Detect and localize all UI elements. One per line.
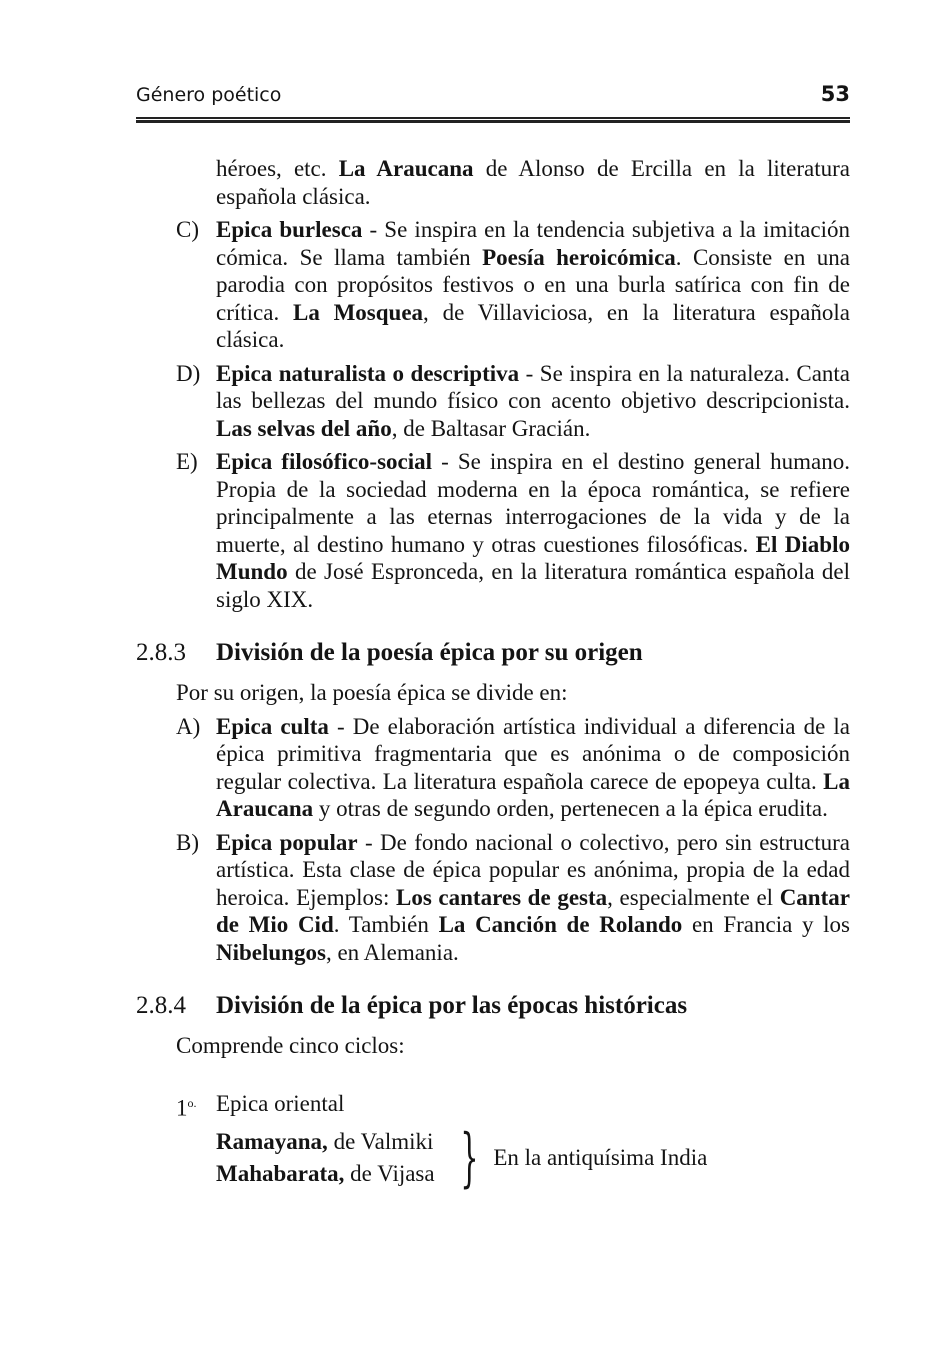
term: Poesía heroicómica: [482, 244, 676, 270]
cycle-heading: [176, 1090, 850, 1122]
section-number: 2.8.4: [136, 992, 186, 1019]
item-body: [216, 829, 850, 967]
text: . También: [333, 912, 439, 937]
text: - Se inspira en el destino general humano. Propia de la sociedad moderna en la época romántica, se refiere principalmente a las eternas interrogaciones de la vida y de la muerte, al destino humano y otras cuestiones filosóficas.: [216, 449, 851, 557]
ordinal-number: 1: [176, 1095, 188, 1121]
term: Epica burlesca: [216, 217, 363, 242]
list-item-c: [136, 216, 850, 354]
works-list: [216, 1126, 435, 1190]
header-rule: [136, 117, 850, 123]
text: - Se inspira en la naturaleza. Canta las bellezas del mundo físico con acento objetivo descripcionista.: [216, 360, 850, 413]
item-body: [216, 216, 850, 354]
list-item-d: [136, 360, 850, 443]
work-title: Ramayana,: [216, 1128, 328, 1154]
work-entry: [216, 1158, 435, 1190]
work-title: La Araucana: [216, 768, 850, 821]
text: , especialmente el: [607, 884, 780, 910]
term: Epica filosófico-social: [216, 449, 433, 474]
section-heading-2-8-3: [136, 637, 850, 669]
page-header: [136, 82, 850, 106]
cycle-block: [136, 1090, 850, 1195]
cycle-place: En la antiquísima India: [493, 1144, 708, 1170]
item-marker: D): [176, 360, 201, 386]
text: . Consiste en una parodia con propósitos festivos o en una burla satírica con fin de crítica.: [216, 244, 850, 325]
work-title: El Diablo Mundo: [216, 531, 850, 584]
work-title: La Canción de Rolando: [438, 912, 683, 937]
text: héroes, etc.: [216, 156, 339, 181]
item-body: [216, 360, 850, 443]
item-marker: A): [176, 713, 201, 739]
item-body: [216, 448, 850, 613]
continuation-paragraph: [136, 155, 850, 210]
item-marker: E): [176, 449, 198, 474]
term: Epica culta: [216, 713, 329, 739]
item-body: [216, 713, 850, 823]
work-title: La Araucana: [338, 156, 474, 181]
page-content: [136, 155, 851, 1195]
list-item-b: [136, 829, 850, 967]
text: de Alonso de Ercilla en la literatura española clásica.: [216, 156, 850, 209]
term: Epica popular: [216, 829, 358, 855]
item-marker: C): [176, 217, 199, 242]
section-title: División de la poesía épica por su origen: [216, 639, 643, 666]
list-item-a: [136, 713, 850, 823]
text: - Se inspira en la tendencia subjetiva a la imitación cómica. Se llama también: [216, 217, 850, 270]
ordinal-suffix: o.: [187, 1095, 197, 1110]
cycle-ordinal: [176, 1090, 216, 1122]
work-title: Mahabarata,: [216, 1160, 345, 1186]
work-title: Las selvas del año: [216, 415, 392, 441]
work-title: Los cantares de gesta: [395, 884, 608, 910]
section-number: 2.8.3: [136, 639, 186, 666]
cycle-works: [176, 1120, 850, 1195]
text: - De elaboración artística individual a diferencia de la épica primitiva fragmentaria que es anónima o de composición regular colectiva. La literatura española carece de epopeya culta.: [216, 713, 851, 794]
page-number: 53: [820, 82, 850, 106]
work-title: La Mosquea: [292, 299, 424, 325]
right-brace-icon: }: [459, 1120, 479, 1195]
text: , en Alemania.: [325, 939, 459, 965]
work-title: Nibelungos: [216, 939, 326, 965]
work-author: de Vijasa: [344, 1160, 435, 1186]
running-title: Género poético: [136, 84, 282, 106]
work-entry: [216, 1126, 435, 1158]
term: Epica naturalista o descriptiva: [216, 360, 520, 386]
list-item-e: [136, 448, 850, 613]
work-title: Cantar de Mio Cid: [216, 884, 850, 937]
text: , de Villaviciosa, en la literatura española clásica.: [216, 299, 850, 352]
cycle-name: Epica oriental: [216, 1090, 345, 1116]
item-marker: B): [176, 829, 199, 855]
section-intro: Comprende cinco ciclos:: [176, 1033, 405, 1058]
work-author: de Valmiki: [327, 1128, 434, 1154]
text: y otras de segundo orden, pertenecen a la épica erudita.: [313, 796, 828, 821]
text: de José Espronceda, en la literatura romántica española del siglo XIX.: [216, 559, 850, 612]
section-heading-2-8-4: [136, 990, 850, 1022]
section-title: División de la épica por las épocas históricas: [216, 992, 688, 1019]
section-intro: Por su origen, la poesía épica se divide en:: [176, 680, 568, 705]
text: en Francia y los: [682, 912, 850, 937]
text: - De fondo nacional o colectivo, pero sin estructura artística. Esta clase de épica popular es anónima, propia de la edad heroica. Ejemplos:: [216, 829, 850, 910]
text: , de Baltasar Gracián.: [391, 415, 591, 441]
